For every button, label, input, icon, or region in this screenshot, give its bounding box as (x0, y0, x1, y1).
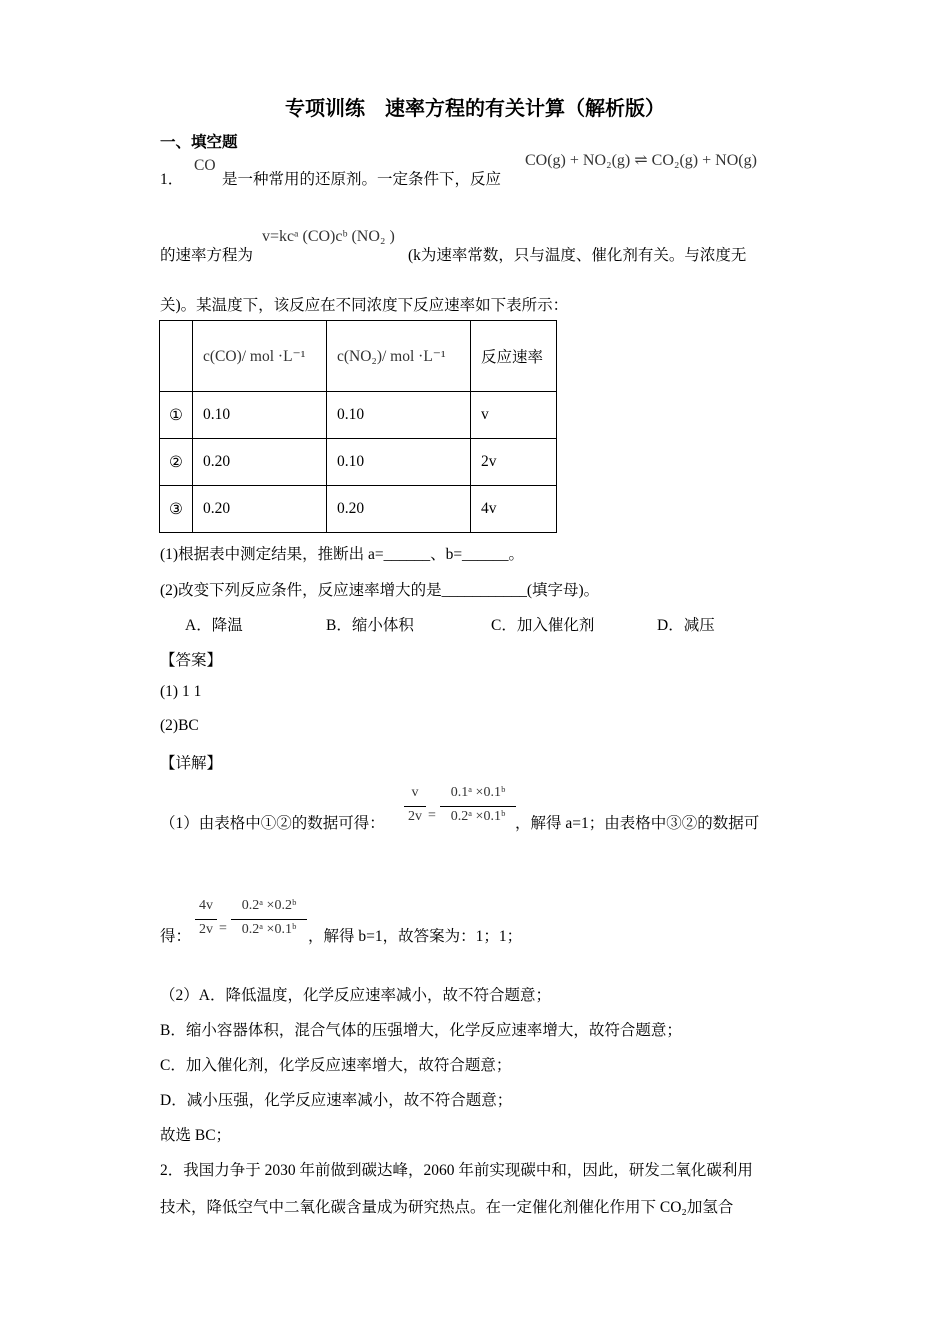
reaction-equation: CO(g) + NO₂(g) ⇌ CO₂(g) + NO(g) (525, 152, 757, 169)
fraction-denominator: 0.2ᵃ ×0.1ᵇ (241, 922, 297, 937)
table-cell: ② (160, 439, 193, 486)
fraction-numerator: v (411, 785, 419, 800)
table-row (160, 439, 557, 486)
ratio-equation-2 (195, 898, 307, 946)
detail-2d: D．减小压强，化学反应速率减小，故不符合题意； (160, 1092, 513, 1109)
detail-label: 【详解】 (160, 755, 223, 772)
ratio-equation-1 (404, 785, 514, 833)
table-cell: ③ (160, 486, 193, 533)
fraction-denominator: 2v (408, 809, 422, 824)
fraction-denominator: 0.2ᵃ ×0.1ᵇ (450, 809, 506, 824)
table-cell: 0.20 (193, 439, 327, 486)
answer-1: (1) 1 1 (160, 683, 202, 700)
table-cell: 0.20 (327, 486, 471, 533)
fraction-bar (231, 919, 307, 920)
table-header-cell: 反应速率 (471, 321, 557, 392)
sub-question-2: (2)改变下列反应条件，反应速率增大的是___________(填字母)。 (160, 582, 600, 599)
detail-2e: 故选 BC； (160, 1127, 232, 1144)
rate-table (159, 320, 557, 533)
answer-label: 【答案】 (160, 652, 223, 669)
table-cell: 2v (471, 439, 557, 486)
fraction-numerator: 0.2ᵃ ×0.2ᵇ (241, 898, 297, 913)
question-2-line-2: 技术，降低空气中二氧化碳含量成为研究热点。在一定催化剂催化作用下 CO₂加氢合 (160, 1199, 734, 1216)
equals-sign: = (428, 808, 436, 823)
equals-sign: = (219, 921, 227, 936)
answer-2: (2)BC (160, 717, 199, 734)
table-cell: 4v (471, 486, 557, 533)
table-header-cell: c(NO₂)/ mol ·L⁻¹ (327, 321, 471, 392)
question-2-line-1: 2．我国力争于 2030 年前做到碳达峰，2060 年前实现碳中和，因此，研发二氧化碳利用 (160, 1162, 753, 1179)
fraction-bar (195, 919, 217, 920)
table-cell: ① (160, 392, 193, 439)
rate-eq-suffix: (k为速率常数，只与温度、催化剂有关。与浓度无 (408, 247, 747, 264)
table-cell: 0.10 (193, 392, 327, 439)
fraction-numerator: 4v (199, 898, 213, 913)
rate-equation: v=kcᵃ (CO)cᵇ (NO₂ ) (262, 228, 395, 245)
fraction-denominator: 2v (199, 922, 213, 937)
detail-2c: C．加入催化剂，化学反应速率增大，故符合题意； (160, 1057, 512, 1074)
sub-question-1: (1)根据表中测定结果，推断出 a=______、b=______。 (160, 546, 525, 563)
table-cell: 0.10 (327, 392, 471, 439)
option-b: B．缩小体积 (326, 617, 414, 634)
detail-2b: B．缩小容器体积，混合气体的压强增大，化学反应速率增大，故符合题意； (160, 1022, 682, 1039)
question-intro: 是一种常用的还原剂。一定条件下，反应 (222, 171, 502, 188)
co-formula: CO (194, 157, 216, 174)
detail-2-suffix: ，解得 b=1，故答案为：1；1； (308, 928, 523, 945)
table-row (160, 392, 557, 439)
table-header-cell (160, 321, 193, 392)
detail-2-prefix: 得： (160, 928, 192, 945)
option-a: A．降温 (185, 617, 243, 634)
table-header-row (160, 321, 557, 392)
fraction-numerator: 0.1ᵃ ×0.1ᵇ (450, 785, 506, 800)
table-intro: 关)。某温度下，该反应在不同浓度下反应速率如下表所示： (160, 297, 569, 314)
table-header-cell: c(CO)/ mol ·L⁻¹ (193, 321, 327, 392)
detail-1-prefix: （1）由表格中①②的数据可得： (160, 815, 385, 832)
table-cell: 0.20 (193, 486, 327, 533)
detail-1-suffix: ，解得 a=1；由表格中③②的数据可 (515, 815, 760, 832)
page-title: 专项训练 速率方程的有关计算（解析版） (285, 98, 665, 120)
section-heading: 一、填空题 (160, 134, 238, 151)
question-number: 1． (160, 171, 184, 188)
table-row (160, 486, 557, 533)
detail-2a: （2）A．降低温度，化学反应速率减小，故不符合题意； (160, 987, 551, 1004)
option-c: C．加入催化剂 (491, 617, 595, 634)
table-cell: v (471, 392, 557, 439)
fraction-bar (440, 806, 516, 807)
table-cell: 0.10 (327, 439, 471, 486)
option-d: D．减压 (657, 617, 715, 634)
rate-eq-prefix: 的速率方程为 (160, 247, 254, 264)
fraction-bar (404, 806, 426, 807)
